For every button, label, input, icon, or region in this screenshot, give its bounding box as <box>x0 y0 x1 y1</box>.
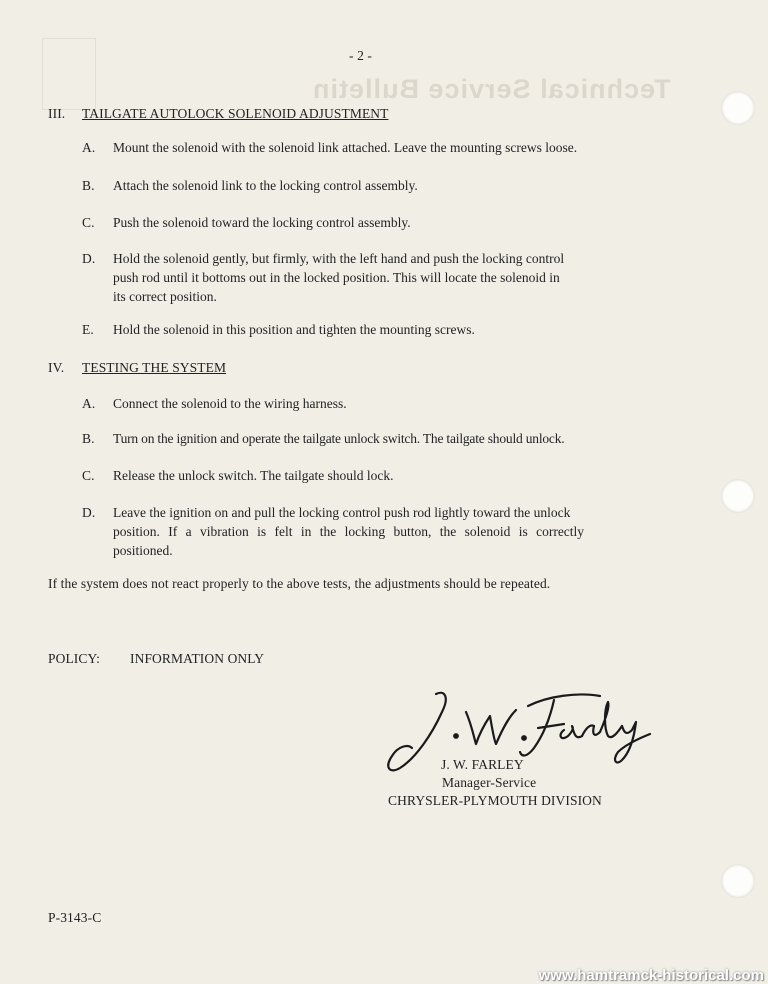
closing-note: If the system does not react properly to the above tests, the adjustments should be repeated. <box>48 576 551 591</box>
step-letter: C. <box>82 468 95 483</box>
policy-value: INFORMATION ONLY <box>130 651 265 666</box>
signatory-title: Manager-Service <box>442 775 537 790</box>
section-3-heading: TAILGATE AUTOLOCK SOLENOID ADJUSTMENT <box>82 106 389 121</box>
step-letter: E. <box>82 322 94 337</box>
policy-label: POLICY: <box>48 651 100 666</box>
site-watermark: www.hamtramck-historical.com <box>538 967 764 984</box>
step-text: Hold the solenoid in this position and tighten the mounting screws. <box>113 322 475 337</box>
step-letter: D. <box>82 505 96 520</box>
step-letter: A. <box>82 140 96 155</box>
binder-hole-top <box>721 91 755 125</box>
step-letter: A. <box>82 396 96 411</box>
document-id: P-3143-C <box>48 910 102 925</box>
step-text: Leave the ignition on and pull the locking control push rod lightly toward the unlock position. If a vibration is felt in the locking button, the solenoid is correctly positioned. <box>113 505 585 558</box>
step-text: Push the solenoid toward the locking control assembly. <box>113 215 411 230</box>
section-4-heading: TESTING THE SYSTEM <box>82 360 227 375</box>
signatory-division: CHRYSLER-PLYMOUTH DIVISION <box>388 793 602 808</box>
step-text: Mount the solenoid with the solenoid link attached. Leave the mounting screws loose. <box>113 140 578 155</box>
section-3-numeral: III. <box>48 106 66 121</box>
step-letter: B. <box>82 178 95 193</box>
step-text: Connect the solenoid to the wiring harness. <box>113 396 347 411</box>
step-text: Release the unlock switch. The tailgate should lock. <box>113 468 394 483</box>
step-letter: C. <box>82 215 95 230</box>
binder-hole-middle <box>721 479 755 513</box>
section-4-numeral: IV. <box>48 360 65 375</box>
step-text: Turn on the ignition and operate the tailgate unlock switch. The tailgate should unlock. <box>113 431 565 446</box>
step-letter: D. <box>82 251 96 266</box>
step-text: Attach the solenoid link to the locking control assembly. <box>113 178 418 193</box>
signatory-name: J. W. FARLEY <box>441 757 524 772</box>
show-through-stamp <box>42 38 96 110</box>
show-through-title: Technical Service Bulletin <box>312 74 671 104</box>
binder-hole-bottom <box>721 864 755 898</box>
step-letter: B. <box>82 431 95 446</box>
step-text: Hold the solenoid gently, but firmly, with the left hand and push the locking control push rod until it bottoms out in the locked position. This will locate the solenoid in its correct position. <box>113 251 565 304</box>
page-number: - 2 - <box>349 48 372 63</box>
